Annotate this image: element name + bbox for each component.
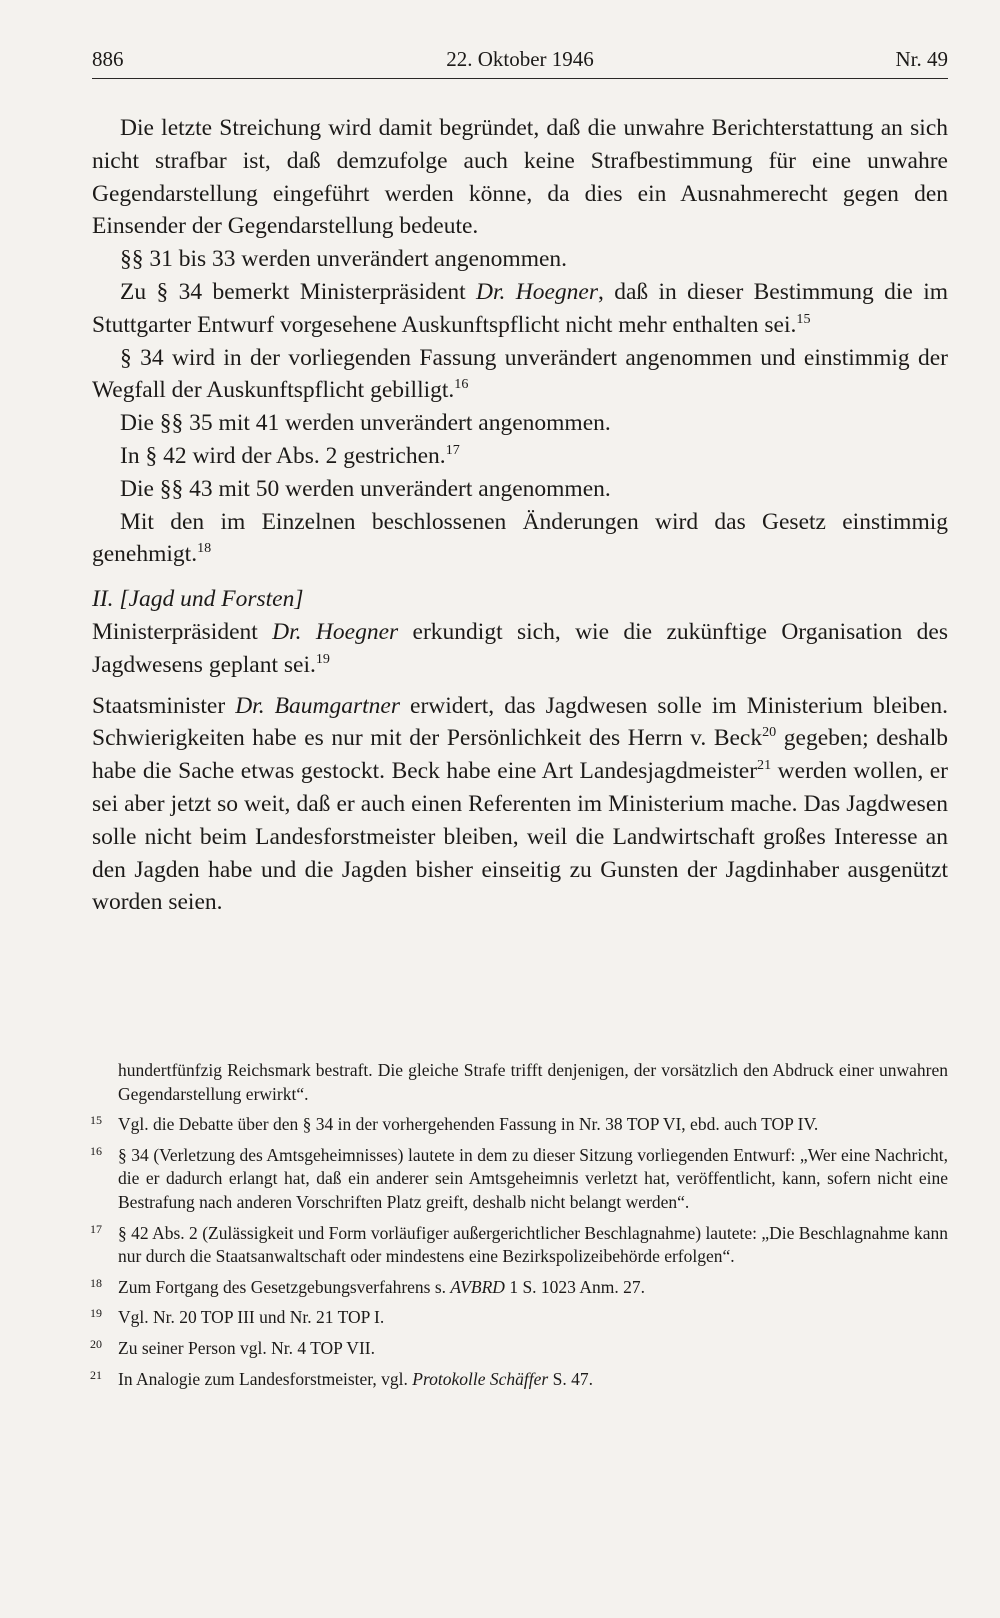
footnote: 18 Zum Fortgang des Gesetzgebungsverfahrens s. AVBRD 1 S. 1023 Anm. 27. bbox=[118, 1276, 948, 1300]
footnote: 16 § 34 (Verletzung des Amtsgeheimnisses) lautete in dem zu dieser Sitzung vorliegenden Entwurf: „Wer eine Nachricht, die er dadurch erlangt hat, daß ein anderer sein Amtsgeheimnis verletzt hat, veröffentlicht, kann, sofern nicht eine Bestrafung nach anderen Vorschriften Platz greift, deshalb nicht belangt werden“. bbox=[118, 1144, 948, 1215]
footnote-number: 19 bbox=[90, 1306, 102, 1321]
page-number: 886 bbox=[92, 47, 124, 71]
footnote: 19 Vgl. Nr. 20 TOP III und Nr. 21 TOP I. bbox=[118, 1306, 948, 1330]
footnote-ref: 21 bbox=[757, 757, 772, 774]
footnote-number: 21 bbox=[90, 1367, 102, 1382]
footnote: 17 § 42 Abs. 2 (Zulässigkeit und Form vorläufiger außergerichtlicher Beschlagnahme) lautete: „Die Beschlagnahme kann nur durch die Staatsanwaltschaft oder mindestens eine Bezirkspolizeibehörde erfolgen“. bbox=[118, 1222, 948, 1269]
paragraph: Die §§ 35 mit 41 werden unverändert angenommen. bbox=[120, 410, 611, 437]
footnotes bbox=[90, 1059, 948, 1398]
page-header bbox=[92, 46, 948, 79]
paragraph: Die letzte Streichung wird damit begründet, daß die unwahre Berichterstattung an sich nicht strafbar ist, daß demzufolge auch keine Strafbestimmung für eine unwahre Gegendarstellung eingeführt werden könne, da dies ein Ausnahmerecht gegen den Einsender der Gegendarstellung bedeute. bbox=[92, 115, 948, 240]
main-text bbox=[92, 112, 948, 919]
footnote: 15 Vgl. die Debatte über den § 34 in der vorhergehenden Fassung in Nr. 38 TOP VI, ebd. auch TOP IV. bbox=[118, 1113, 948, 1137]
document-number: Nr. 49 bbox=[895, 47, 948, 71]
footnote-number: 16 bbox=[90, 1143, 102, 1158]
paragraph: Die §§ 43 mit 50 werden unverändert angenommen. bbox=[120, 475, 611, 502]
footnote-ref: 16 bbox=[454, 376, 469, 393]
footnote-continuation: hundertfünfzig Reichsmark bestraft. Die gleiche Strafe trifft denjenigen, der vorsätzlich den Abdruck einer unwahren Gegendarstellung erwirkt“. bbox=[118, 1060, 948, 1104]
paragraph: In § 42 wird der Abs. 2 gestrichen.$^{17}$ bbox=[120, 442, 460, 469]
paragraph: §§ 31 bis 33 werden unverändert angenommen. bbox=[120, 246, 568, 273]
footnote-ref: 19 bbox=[315, 650, 330, 667]
paragraph: § 34 wird in der vorliegenden Fassung unverändert angenommen und einstimmig der Wegfall der Auskunftspflicht gebilligt.$^{16}$ bbox=[92, 344, 948, 404]
footnote-ref: 20 bbox=[762, 724, 777, 741]
section-heading: II. [Jagd und Forsten] bbox=[92, 586, 304, 613]
footnote-ref: 18 bbox=[197, 540, 212, 557]
footnote-ref: 15 bbox=[796, 310, 811, 327]
paragraph: Zu § 34 bemerkt Ministerpräsident Dr. Hoegner, daß in dieser Bestimmung die im Stuttgarter Entwurf vorgesehene Auskunftspflicht nicht mehr enthalten sei.$^{15}$ bbox=[92, 278, 949, 338]
paragraph: Mit den im Einzelnen beschlossenen Änderungen wird das Gesetz einstimmig genehmigt.$^{18}$ bbox=[92, 508, 948, 568]
footnote-number: 15 bbox=[90, 1113, 102, 1128]
footnote-ref: 17 bbox=[445, 442, 460, 459]
footnote-number: 18 bbox=[90, 1275, 102, 1290]
footnote-number: 17 bbox=[90, 1221, 102, 1236]
footnote: 21 In Analogie zum Landesforstmeister, vgl. Protokolle Schäffer S. 47. bbox=[118, 1368, 948, 1392]
header-date: 22. Oktober 1946 bbox=[446, 47, 594, 71]
footnote-number: 20 bbox=[90, 1336, 102, 1351]
paragraph: Ministerpräsident Dr. Hoegner erkundigt sich, wie die zukünftige Organisation des Jagdwesens geplant sei.$^{19}$ bbox=[92, 618, 948, 678]
paragraph: Staatsminister Dr. Baumgartner erwidert, das Jagdwesen solle im Ministerium bleiben. Schwierigkeiten habe es nur mit der Persönlichkeit des Herrn v. Beck$^{20}$ gegeben; deshalb habe die Sache etwas gestockt. Beck habe eine Art Landesjagdmeister$^{21}$ werden wollen, er sei aber jetzt so weit, daß er auch einen Referenten im Ministerium mache. Das Jagdwesen solle nicht beim Landesforstmeister bleiben, weil die Landwirtschaft großes Interesse an den Jagden habe und die Jagden bisher einseitig zu Gunsten der Jagdinhaber ausgenützt worden seien. bbox=[92, 692, 949, 916]
footnote: 20 Zu seiner Person vgl. Nr. 4 TOP VII. bbox=[118, 1337, 948, 1361]
